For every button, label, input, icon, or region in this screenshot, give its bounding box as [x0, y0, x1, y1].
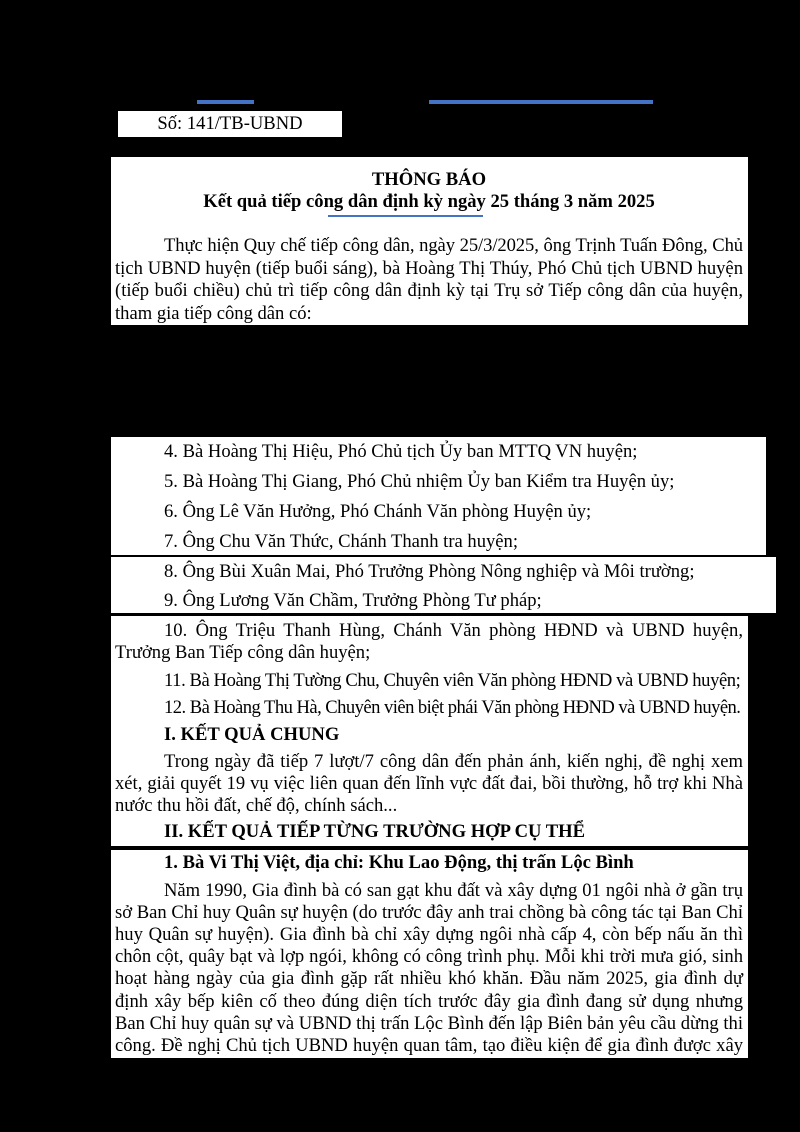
general-results-paragraph: [115, 751, 743, 817]
participant-line: Trưởng Ban Tiếp công dân huyện;: [115, 642, 371, 663]
document-number-box: [118, 111, 342, 137]
participant-item: 7. Ông Chu Văn Thức, Chánh Thanh tra huyện;: [164, 531, 519, 552]
header-rule-left: [197, 100, 254, 104]
participant-item: 11. Bà Hoàng Thị Tường Chu, Chuyên viên Văn phòng HĐND và UBND huyện;: [164, 670, 741, 691]
participants-block-a: [111, 437, 766, 555]
participant-item: 4. Bà Hoàng Thị Hiệu, Phó Chủ tịch Ủy ban MTTQ VN huyện;: [164, 441, 638, 462]
intro-line: tham gia tiếp công dân có:: [115, 302, 312, 324]
case-heading: 1. Bà Vi Thị Việt, địa chỉ: Khu Lao Động, thị trấn Lộc Bình: [164, 852, 634, 873]
case-line: Ban Chỉ huy quân sự và UBND thị trấn Lộc Bình đến lập Biên bản yêu cầu dừng thi: [115, 1012, 743, 1034]
case-line: công. Đề nghị Chủ tịch UBND huyện quan tâm, tạo điều kiện để gia đình được xây: [115, 1034, 743, 1056]
general-results-line: xét, giải quyết 19 vụ việc liên quan đến lĩnh vực đất đai, bồi thường, hỗ trợ khi Nhà: [115, 773, 743, 794]
case-block: [111, 850, 748, 1058]
case-line: chôn cột, quây bạt và lợp ngói, không có công trình phụ. Mỗi khi trời mưa gió, sinh: [115, 946, 743, 968]
case-paragraph: [115, 880, 743, 1057]
participant-item: 9. Ông Lương Văn Chầm, Trưởng Phòng Tư pháp;: [164, 590, 542, 611]
general-results-line: Trong ngày đã tiếp 7 lượt/7 công dân đến phản ánh, kiến nghị, đề nghị xem: [164, 751, 743, 772]
case-line: Năm 1990, Gia đình bà có san gạt khu đất và xây dựng 01 ngôi nhà ở gần trụ: [164, 880, 743, 902]
notice-title: THÔNG BÁO: [371, 169, 487, 190]
participant-line: 10. Ông Triệu Thanh Hùng, Chánh Văn phòng HĐND và UBND huyện,: [164, 620, 743, 641]
subtitle-underline: [328, 215, 483, 217]
participants-and-results-block: [111, 616, 748, 846]
case-line: hoạt hàng ngày của gia đình gặp rất nhiều khó khăn. Đầu năm 2025, gia đình dự: [115, 968, 743, 990]
intro-line: (tiếp buổi chiều) chủ trì tiếp công dân định kỳ tại Trụ sở Tiếp công dân của huyện,: [115, 280, 743, 301]
case-line: định xây bếp kiên cố theo đúng diện tích trước đây gia đình đang sử dụng nhưng: [115, 990, 743, 1012]
intro-line: Thực hiện Quy chế tiếp công dân, ngày 25/3/2025, ông Trịnh Tuấn Đông, Chủ: [164, 235, 743, 256]
participant-item-10: [115, 620, 743, 664]
header-rule-right: [429, 100, 653, 104]
participant-item: 8. Ông Bùi Xuân Mai, Phó Trưởng Phòng Nông nghiệp và Môi trường;: [164, 561, 695, 582]
case-line: sở Ban Chỉ huy Quân sự huyện (do trước đây anh trai chồng bà công tác tại Ban Chỉ: [115, 902, 743, 924]
intro-paragraph: [115, 235, 743, 325]
case-results-heading: II. KẾT QUẢ TIẾP TỪNG TRƯỜNG HỢP CỤ THỂ: [164, 821, 586, 842]
notice-subtitle: Kết quả tiếp công dân định kỳ ngày 25 tháng 3 năm 2025: [203, 191, 655, 212]
participant-item: 6. Ông Lê Văn Hưởng, Phó Chánh Văn phòng Huyện ủy;: [164, 501, 592, 522]
case-line: huy Quân sự huyện). Gia đình bà chỉ xây dựng ngôi nhà cấp 4, còn bếp nấu ăn thì: [115, 924, 743, 946]
document-number: Số: 141/TB-UBND: [157, 113, 303, 134]
notice-header-block: [111, 157, 748, 325]
intro-line: tịch UBND huyện (tiếp buổi sáng), bà Hoàng Thị Thúy, Phó Chủ tịch UBND huyện: [115, 257, 743, 279]
participant-item: 5. Bà Hoàng Thị Giang, Phó Chủ nhiệm Ủy ban Kiểm tra Huyện ủy;: [164, 471, 675, 492]
general-results-line: nước thu hồi đất, chế độ, chính sách...: [115, 795, 398, 816]
general-results-heading: I. KẾT QUẢ CHUNG: [164, 724, 340, 745]
participant-item: 12. Bà Hoàng Thu Hà, Chuyên viên biệt phái Văn phòng HĐND và UBND huyện.: [164, 697, 741, 718]
participants-block-b: [111, 557, 776, 613]
